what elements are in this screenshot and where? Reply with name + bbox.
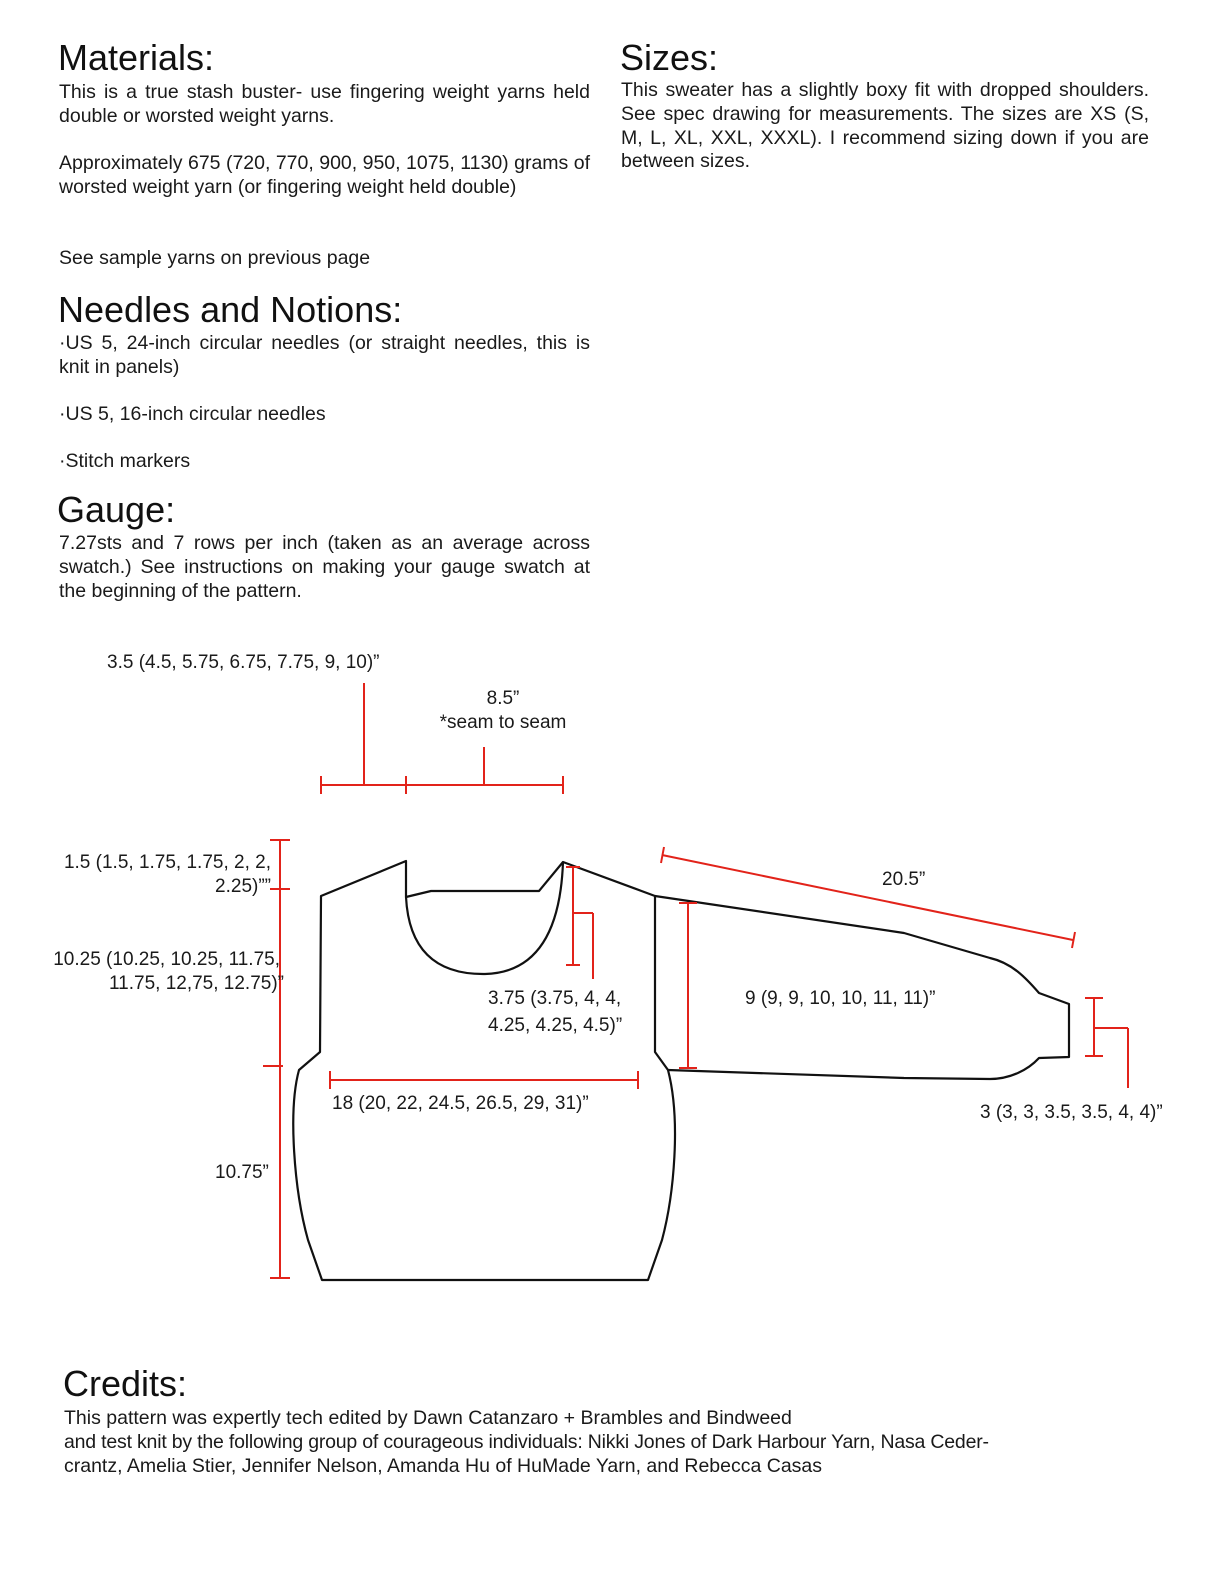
sizes-heading: Sizes:: [620, 37, 719, 78]
neck-depth-line-1: 3.75 (3.75, 4, 4,: [488, 988, 622, 1009]
needles-item-2: ·US 5, 16-inch circular needles: [59, 403, 326, 425]
shoulder-width-label: 3.5 (4.5, 5.75, 6.75, 7.75, 9, 10)”: [107, 652, 380, 673]
neck-width-value: 8.5”: [486, 688, 520, 709]
sleeve-length-label: 20.5”: [882, 869, 926, 890]
credits-line-2: and test knit by the following group of courageous individuals: Nikki Jones of Dark Harbour Yarn, Nasa Ceder-: [64, 1431, 989, 1453]
chest-width-label: 18 (20, 22, 24.5, 26.5, 29, 31)”: [332, 1093, 589, 1114]
body-outline: [293, 861, 675, 1280]
sizes-text: This sweater has a slightly boxy fit with dropped shoulders. See spec drawing for measurements. The sizes are XS (S, M, L, XL, XXL, XXXL). I recommend sizing down if you are between sizes.: [621, 79, 1149, 173]
neckline-curve: [406, 862, 563, 974]
materials-text-1: This is a true stash buster- use fingering weight yarns held double or worsted weight yarns.: [59, 81, 590, 127]
armhole-depth-line-1: 10.25 (10.25, 10.25, 11.75,: [53, 949, 280, 970]
chest-width-measure: [330, 1071, 638, 1089]
gauge-heading: Gauge:: [57, 489, 176, 530]
neck-width-measure: [406, 747, 563, 794]
armhole-depth-line-2: 11.75, 12,75, 12.75)”: [109, 973, 284, 994]
needles-heading: Needles and Notions:: [58, 289, 403, 330]
cuff-measure: [1085, 998, 1128, 1088]
shoulder-drop-line-1: 1.5 (1.5, 1.75, 1.75, 2, 2,: [63, 852, 271, 873]
upper-arm-label: 9 (9, 9, 10, 10, 11, 11)”: [745, 988, 936, 1009]
cuff-label: 3 (3, 3, 3.5, 3.5, 4, 4)”: [980, 1102, 1163, 1123]
left-vertical-measure: [263, 840, 290, 1278]
credits-heading: Credits:: [63, 1363, 188, 1404]
materials-heading: Materials:: [58, 37, 215, 78]
credits-line-1: This pattern was expertly tech edited by Dawn Catanzaro + Brambles and Bindweed: [64, 1407, 792, 1429]
shoulder-drop-line-2: 2.25)””: [215, 876, 271, 897]
materials-text-2: Approximately 675 (720, 770, 900, 950, 1075, 1130) grams of worsted weight yarn (or fingering weight held double): [59, 152, 590, 198]
materials-text-3: See sample yarns on previous page: [59, 247, 371, 269]
needles-item-3: ·Stitch markers: [59, 450, 191, 472]
shoulder-width-measure: [321, 683, 406, 794]
needles-item-1: ·US 5, 24-inch circular needles (or straight needles, this is knit in panels): [59, 332, 590, 378]
body-length-label: 10.75”: [215, 1162, 269, 1183]
neck-width-note: *seam to seam: [439, 712, 567, 733]
gauge-text: 7.27sts and 7 rows per inch (taken as an average across swatch.) See instructions on making your gauge swatch at the beginning of the pattern.: [59, 532, 590, 602]
upper-arm-measure: [679, 903, 697, 1068]
credits-line-3: crantz, Amelia Stier, Jennifer Nelson, Amanda Hu of HuMade Yarn, and Rebecca Casas: [64, 1455, 823, 1477]
sleeve-length-measure: [661, 847, 1075, 948]
neck-depth-measure: [566, 867, 593, 979]
neck-depth-line-2: 4.25, 4.25, 4.5)”: [488, 1015, 623, 1036]
